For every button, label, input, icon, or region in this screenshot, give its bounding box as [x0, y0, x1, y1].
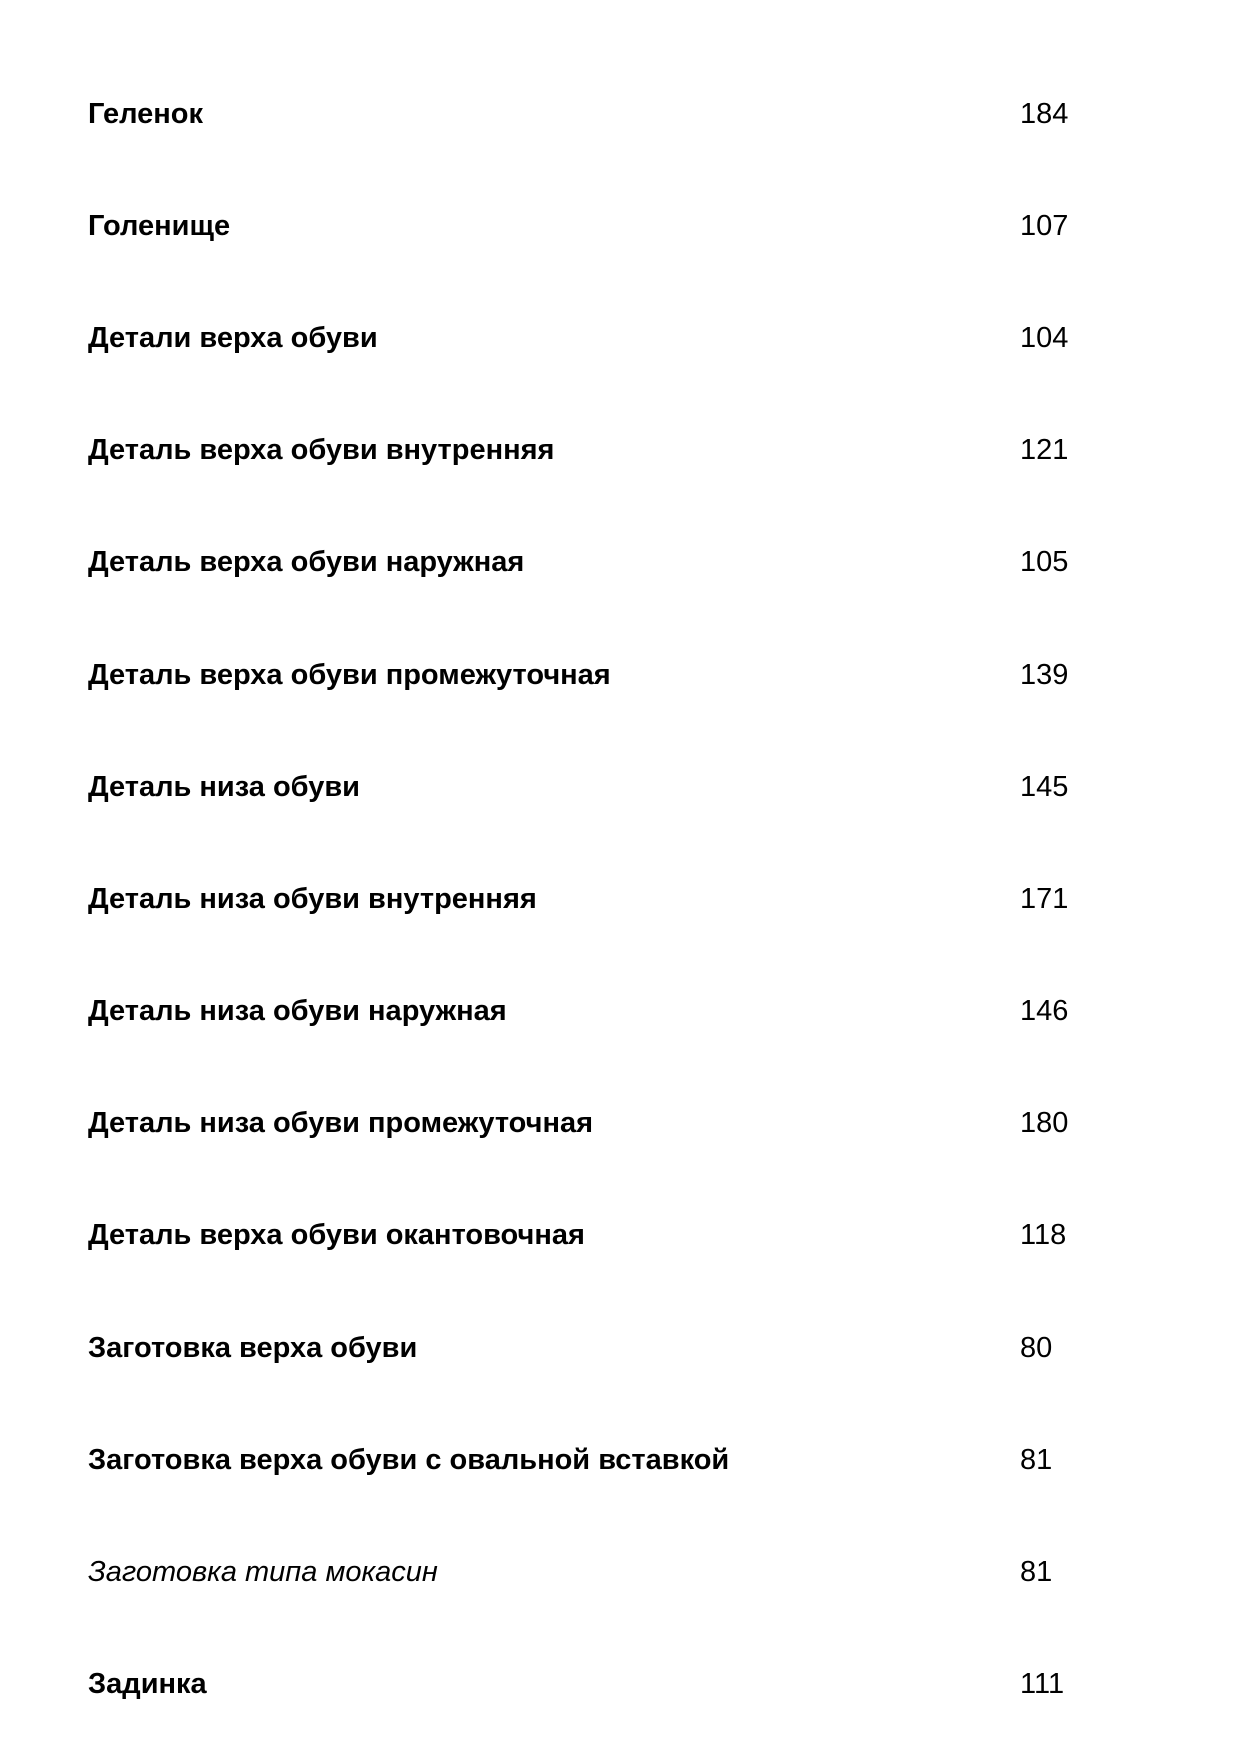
index-entry [88, 395, 1088, 507]
index-term: Задинка [88, 1668, 207, 1701]
index-entry [88, 170, 1088, 282]
index-page-number: 180 [1020, 1107, 1069, 1140]
index-entry [88, 956, 1088, 1068]
index-entry [88, 1404, 1088, 1516]
index-page-number: 107 [1020, 209, 1069, 242]
index-term: Голенище [88, 209, 231, 242]
index-term: Деталь низа обуви внутренняя [88, 882, 537, 915]
index-list [88, 58, 1088, 1741]
index-entry [88, 1629, 1088, 1741]
index-term: Деталь низа обуви промежуточная [88, 1107, 594, 1140]
index-term: Деталь низа обуви [88, 770, 360, 803]
index-term: Деталь низа обуви наружная [88, 995, 507, 1028]
index-page-number: 139 [1020, 658, 1069, 691]
index-page-number: 111 [1020, 1668, 1065, 1701]
index-entry [88, 58, 1088, 170]
index-page-number: 105 [1020, 546, 1069, 579]
index-page-number: 171 [1020, 882, 1069, 915]
index-entry [88, 1516, 1088, 1628]
index-term: Заготовка типа мокасин [88, 1556, 438, 1589]
index-term: Заготовка верха обуви [88, 1331, 418, 1364]
index-term: Деталь верха обуви промежуточная [88, 658, 611, 691]
index-page-number: 146 [1020, 995, 1069, 1028]
index-term: Детали верха обуви [88, 321, 378, 354]
index-page-number: 104 [1020, 321, 1069, 354]
index-entry [88, 731, 1088, 843]
index-page-number: 184 [1020, 97, 1069, 130]
index-page-number: 145 [1020, 770, 1069, 803]
index-entry [88, 1292, 1088, 1404]
index-term: Заготовка верха обуви с овальной вставкой [88, 1443, 730, 1476]
index-term: Геленок [88, 97, 204, 130]
index-page-number: 80 [1020, 1331, 1053, 1364]
index-page-number: 81 [1020, 1443, 1053, 1476]
index-entry [88, 282, 1088, 394]
index-page-number: 121 [1020, 434, 1069, 467]
index-entry [88, 619, 1088, 731]
index-page-number: 81 [1020, 1556, 1053, 1589]
index-entry [88, 1068, 1088, 1180]
index-entry [88, 1180, 1088, 1292]
index-entry [88, 507, 1088, 619]
index-term: Деталь верха обуви внутренняя [88, 434, 555, 467]
index-term: Деталь верха обуви наружная [88, 546, 525, 579]
index-term: Деталь верха обуви окантовочная [88, 1219, 585, 1252]
index-page-number: 118 [1020, 1219, 1067, 1252]
index-entry [88, 843, 1088, 955]
